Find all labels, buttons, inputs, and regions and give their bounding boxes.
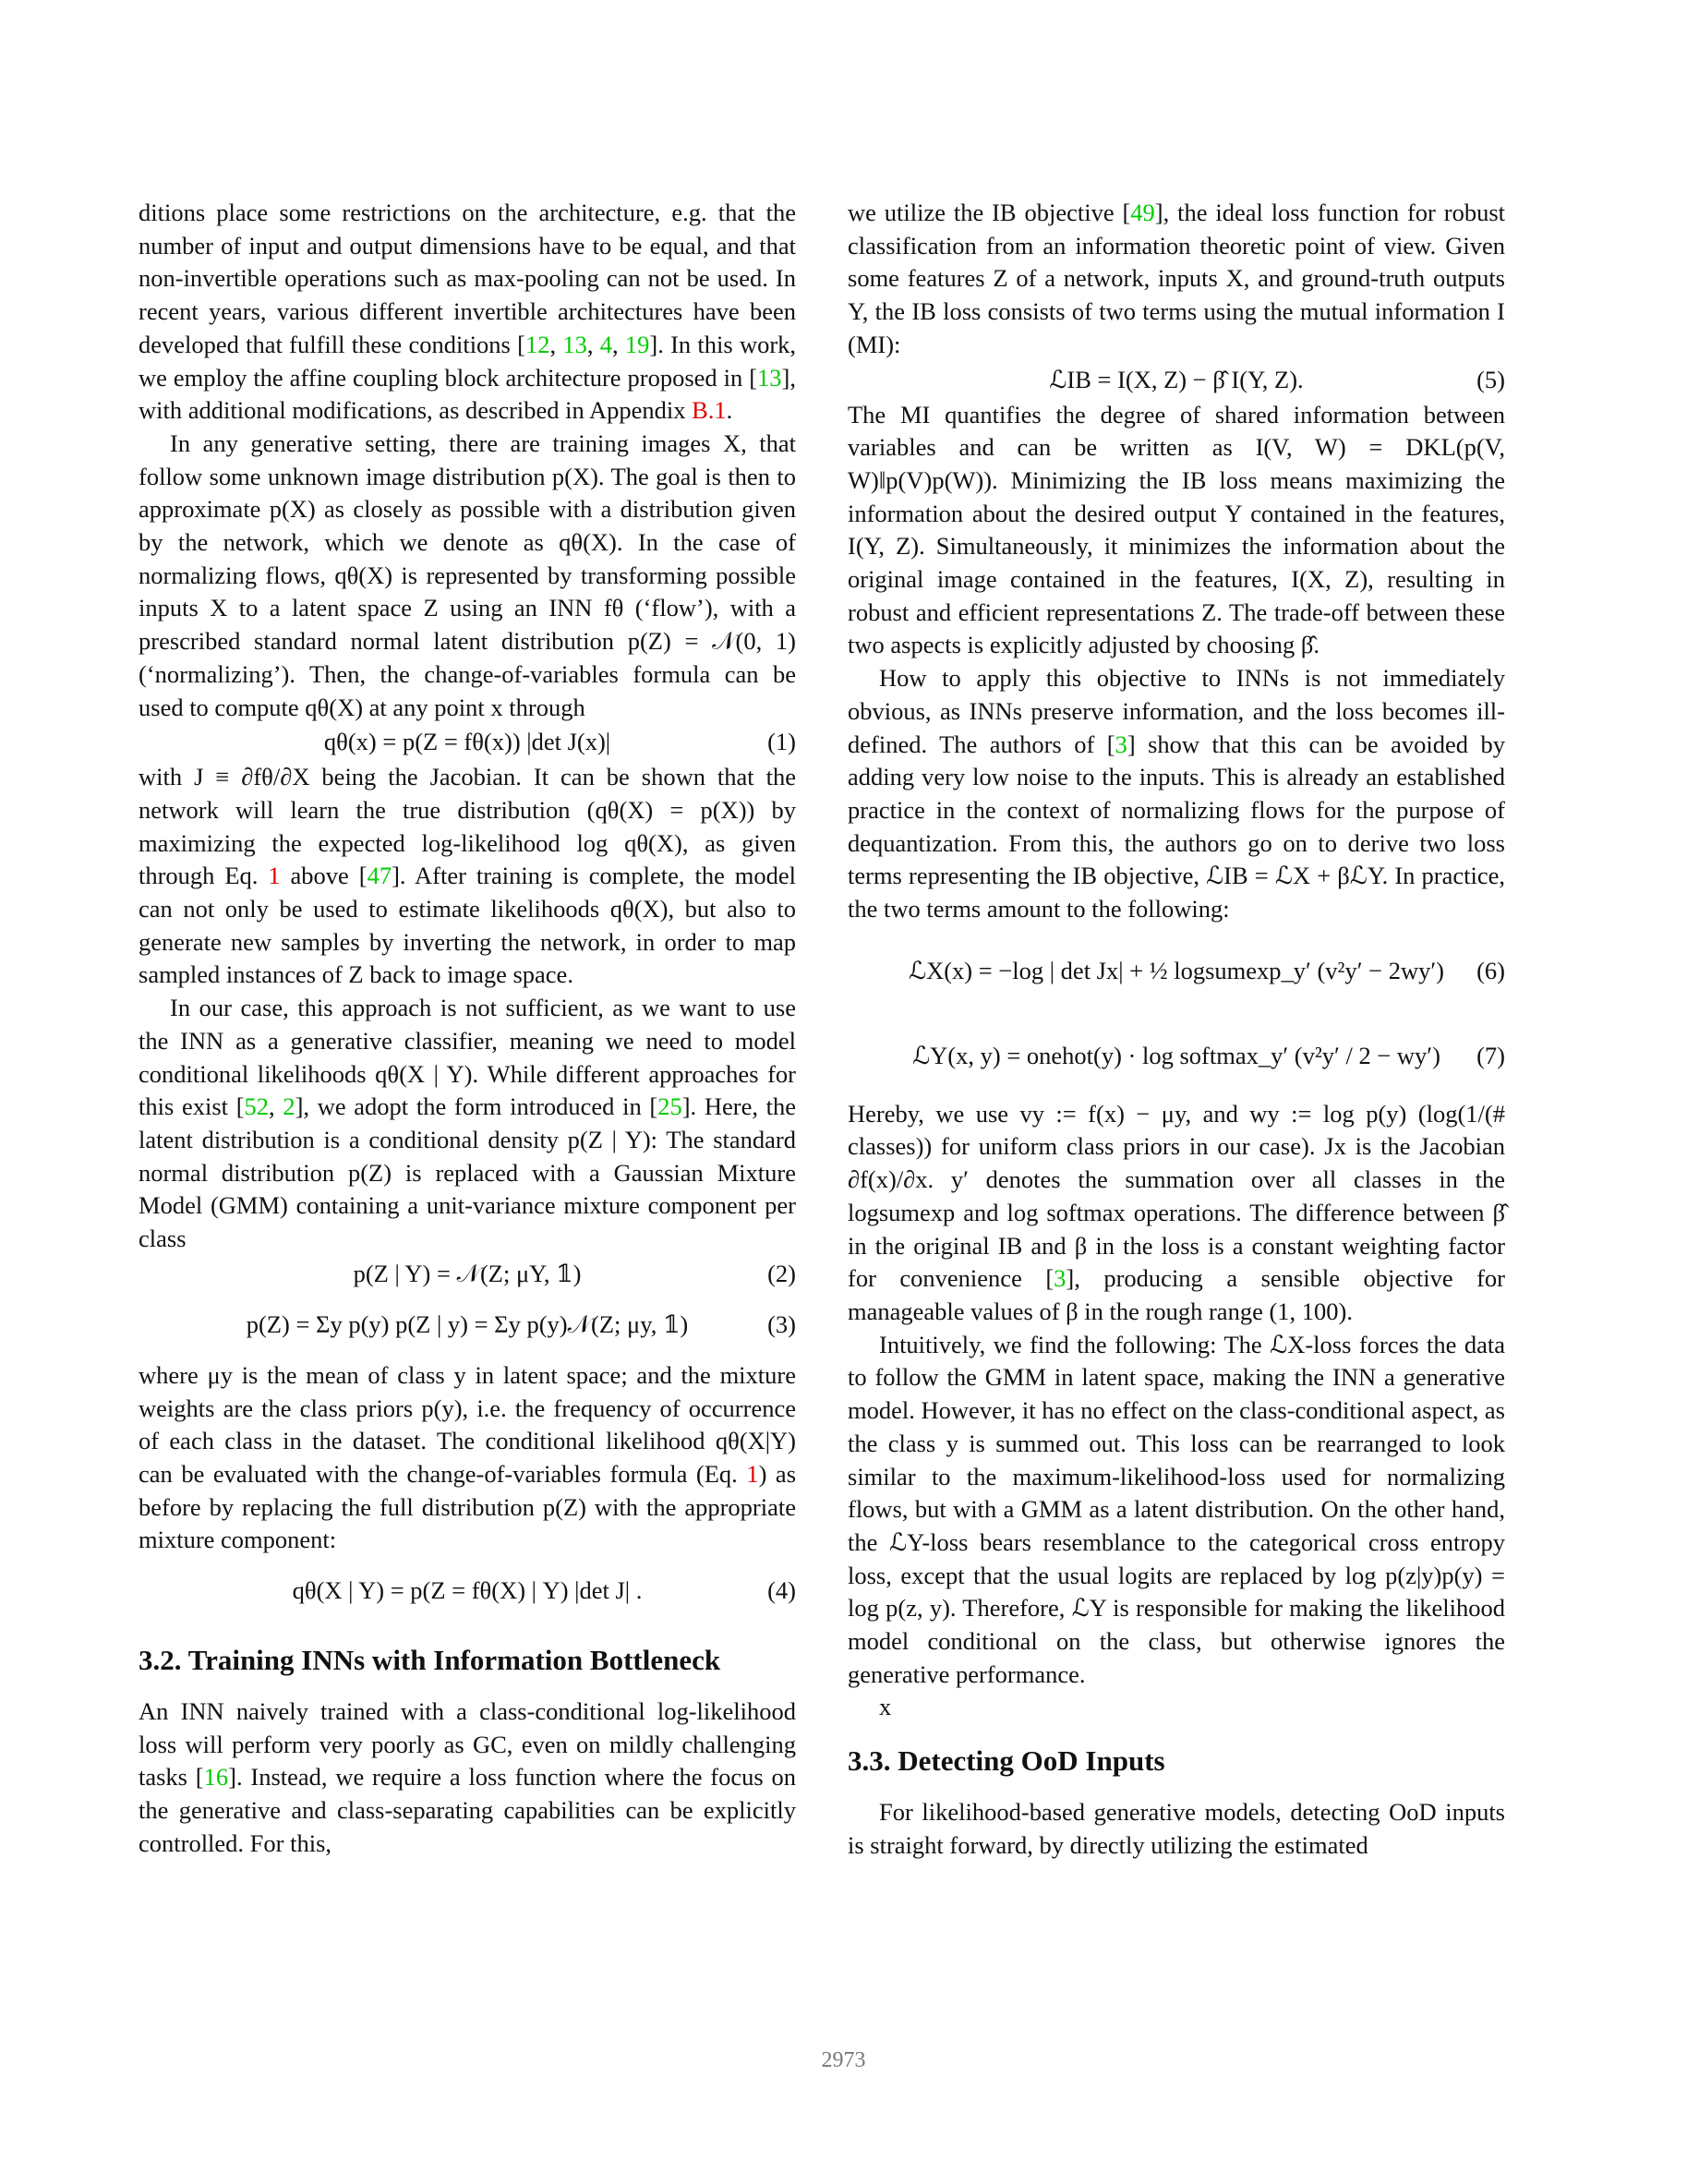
citation-link[interactable]: 4 [599, 330, 612, 358]
citation-link[interactable]: 2 [283, 1092, 295, 1121]
citation-link[interactable]: 49 [1130, 199, 1155, 226]
equation-body: ℒY(x, y) = onehot(y) · log softmax_y′ (v²y′ / 2 − wy′) [912, 1041, 1440, 1069]
paragraph: How to apply this objective to INNs is not immediately obvious, as INNs preserve information, and the loss becomes ill-defined. The authors of [3] show that this can be avoided by adding very low noise to the inputs. This is already an established practice in the context of normalizing flows for the purpose of dequantization. From this, the authors go on to derive two loss terms representing the IB objective, ℒIB = ℒX + βℒY. In practice, the two terms amount to the following: [848, 664, 1505, 923]
equation-body: p(Z) = Σy p(y) p(Z | y) = Σy p(y)𝒩(Z; μy, 𝟙) [246, 1309, 689, 1338]
equation-4 [139, 1559, 796, 1623]
appendix-link[interactable]: B.1 [692, 396, 727, 425]
right-column [848, 197, 1505, 1863]
equation-1 [139, 726, 796, 759]
equation-body: qθ(X | Y) = p(Z = fθ(X) | Y) |det J| . [292, 1576, 643, 1605]
equation-7 [848, 1017, 1505, 1096]
paragraph: In our case, this approach is not sufficient, as we want to use the INN as a generative classifier, meaning we need to model conditional likelihoods qθ(X | Y). While different approaches for this exist [52, 2], we adopt the form introduced in [25]. Here, the latent distribution is a conditional density p(Z | Y): The standard normal distribution p(Z) is replaced with a Gaussian Mixture Model (GMM) containing a unit-variance mixture component per class [139, 994, 797, 1253]
paragraph: with J ≡ ∂fθ/∂X being the Jacobian. It can be shown that the network will learn the true distribution (qθ(X) = p(X)) by maximizing the expected log-likelihood log qθ(X), as given through Eq. 1 above [47]. After training is complete, the model can not only be used to estimate likelihoods qθ(X), but also to generate new samples by inverting the network, in order to map sampled instances of Z back to image space. [139, 763, 797, 989]
equation-body: qθ(x) = p(Z = fθ(x)) |det J(x)| [323, 728, 611, 756]
equation-number: (2) [767, 1259, 796, 1287]
equation-number: (7) [1476, 1041, 1505, 1069]
paragraph: where μy is the mean of class y in latent space; and the mixture weights are the class priors p(y), i.e. the frequency of occurrence of each class in the dataset. The conditional likelihood qθ(X|Y) can be evaluated with the change-of-variables formula (Eq. 1) as before by replacing the full distribution p(Z) with the appropriate mixture component: [139, 1360, 797, 1554]
left-column [139, 197, 796, 1861]
citation-link[interactable]: 12 [524, 330, 550, 358]
page-number: 2973 [821, 2048, 866, 2072]
citation-link[interactable]: 16 [203, 1763, 229, 1792]
paragraph: In any generative setting, there are training images X, that follow some unknown image distribution p(X). The goal is then to approximate p(X) as closely as possible with a distribution given by the network, which we denote as qθ(X). In the case of normalizing flows, qθ(X) is represented by transforming possible inputs X to a latent space Z using an INN fθ (‘flow’), with a prescribed standard normal latent distribution p(Z) = 𝒩(0, 1) (‘normalizing’). Then, the change-of-variables formula can be used to compute qθ(X) at any point x through [139, 428, 796, 721]
citation-link[interactable]: 13 [562, 330, 587, 358]
equation-number: (3) [767, 1309, 796, 1338]
citation-link[interactable]: 3 [1054, 1264, 1066, 1293]
stray-character: x [879, 1693, 892, 1721]
citation-link[interactable]: 52 [244, 1092, 270, 1121]
paragraph: For likelihood-based generative models, detecting OoD inputs is straight forward, by directly utilizing the estimated [848, 1798, 1505, 1859]
equation-body: ℒIB = I(X, Z) − β̂ I(Y, Z). [1049, 365, 1304, 393]
citation-link[interactable]: 3 [1115, 730, 1127, 758]
citation-link[interactable]: 25 [657, 1092, 682, 1121]
equation-6 [848, 932, 1505, 1011]
citation-link[interactable]: 19 [624, 330, 650, 358]
paragraph: ditions place some restrictions on the architecture, e.g. that the number of input and output dimensions have to be equal, and that non-invertible operations such as max-pooling can not be used. In recent years, various different invertible architectures have been developed that fulfill these conditions [12, 13, 4, 19]. In this work, we employ the affine coupling block architecture proposed in [13], with additional modifications, as described in Appendix B.1. [139, 199, 797, 425]
equation-number: (1) [767, 728, 796, 756]
equation-number: (6) [1476, 956, 1505, 984]
paragraph: An INN naively trained with a class-conditional log-likelihood loss will perform very poorly as GC, even on mildly challenging tasks [16]. Instead, we require a loss function where the focus on the generative and class-separating capabilities can be explicitly controlled. For this, [139, 1697, 797, 1857]
equation-2 [139, 1258, 796, 1291]
equation-link[interactable]: 1 [746, 1459, 759, 1488]
paragraph: Intuitively, we find the following: The ℒX-loss forces the data to follow the GMM in latent space, making the INN a generative model. However, it has no effect on the class-conditional aspect, as the class y is summed out. This loss can be rearranged to look similar to the maximum-likelihood-loss used for normalizing flows, but with a GMM as a latent distribution. On the other hand, the ℒY-loss bears resemblance to the categorical cross entropy loss, except that the usual logits are replaced by log p(z|y)p(y) = log p(z, y). Therefore, ℒY is responsible for making the likelihood model conditional on the class, but otherwise ignores the generative performance. [848, 1330, 1505, 1688]
section-heading: 3.2. Training INNs with Information Bottleneck [139, 1644, 721, 1677]
section-heading: 3.3. Detecting OoD Inputs [848, 1744, 1165, 1778]
equation-number: (4) [767, 1576, 796, 1605]
equation-5 [848, 364, 1505, 397]
paragraph: Hereby, we use vy := f(x) − μy, and wy := log p(y) (log(1/(# classes)) for uniform class priors in our case). Jx is the Jacobian ∂f(x)/∂x. y′ denotes the summation over all classes in the logsumexp and log softmax operations. The difference between β̂ in the original IB and β in the loss is a constant weighting factor for convenience [3], producing a sensible objective for manageable values of β in the rough range (1, 100). [848, 1099, 1505, 1325]
equation-number: (5) [1476, 365, 1505, 393]
equation-link[interactable]: 1 [268, 862, 281, 890]
equation-body: p(Z | Y) = 𝒩(Z; μY, 𝟙) [353, 1259, 582, 1287]
paragraph: The MI quantifies the degree of shared information between variables and can be written as I(V, W) = DKL(p(V, W)‖p(V)p(W)). Minimizing the IB loss means maximizing the information about the desired output Y contained in the features, I(Y, Z). Simultaneously, it minimizes the information about the original image contained in the features, I(X, Z), resulting in robust and efficient representations Z. The trade-off between these two aspects is explicitly adjusted by choosing β̂. [848, 400, 1505, 659]
equation-body: ℒX(x) = −log | det Jx| + ½ logsumexp_y′ (v²y′ − 2wy′) [909, 956, 1444, 984]
paragraph: we utilize the IB objective [49], the ideal loss function for robust classification from an information theoretic point of view. Given some features Z of a network, inputs X, and ground-truth outputs Y, the IB loss consists of two terms using the mutual information I (MI): [848, 199, 1505, 358]
equation-3 [139, 1293, 796, 1357]
citation-link[interactable]: 13 [757, 363, 782, 392]
citation-link[interactable]: 47 [367, 862, 392, 890]
